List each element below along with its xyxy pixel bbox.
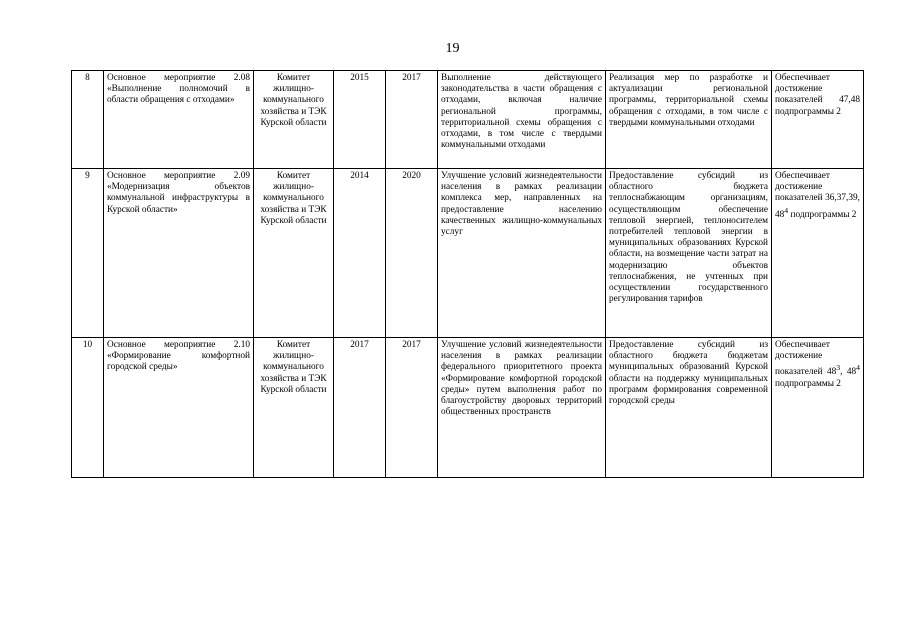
implementation-measures: Реализация мер по разработке и актуализации региональной программы, территориальной схемы обращения с отходами, в том числе с твердыми коммунальными отходами	[606, 71, 772, 169]
measure-title: Основное мероприятие 2.08 «Выполнение полномочий в области обращения с отходами»	[104, 71, 254, 169]
measure-title: Основное мероприятие 2.09 «Модернизация объектов коммунальной инфраструктуры в Курской области»	[104, 169, 254, 338]
indicators	[772, 338, 864, 478]
executor: Комитет жилищно-коммунального хозяйства и ТЭК Курской области	[254, 169, 334, 338]
end-year: 2017	[386, 71, 438, 169]
implementation-measures: Предоставление субсидий из областного бюджета бюджетам муниципальных образований Курской области на поддержку муниципальных программ формирования современной городской среды	[606, 338, 772, 478]
row-number: 10	[72, 338, 104, 478]
executor: Комитет жилищно-коммунального хозяйства и ТЭК Курской области	[254, 71, 334, 169]
measure-title: Основное мероприятие 2.10 «Формирование комфортной городской среды»	[104, 338, 254, 478]
indicators-separator: , 48	[840, 367, 857, 378]
indicators-tail: подпрограммы 2	[788, 209, 857, 220]
measures-table	[71, 70, 864, 478]
executor: Комитет жилищно-коммунального хозяйства и ТЭК Курской области	[254, 338, 334, 478]
indicator-superscript: 4	[784, 205, 789, 215]
indicator-superscript: 4	[856, 363, 860, 373]
indicators-text: Обеспечивает достижение показателей 36,37,39, 48	[775, 171, 860, 220]
expected-result: Улучшение условий жизнедеятельности населения в рамках реализации комплекса мер, направленных на предоставление населению качественных жилищно-коммунальных услуг	[438, 169, 606, 338]
end-year: 2020	[386, 169, 438, 338]
indicators	[772, 169, 864, 338]
table-row	[72, 338, 864, 478]
expected-result: Выполнение действующего законодательства в части обращения с отходами, включая наличие региональной программы, территориальной схемы обращения с отходами, в том числе с твердыми коммунальными отходами	[438, 71, 606, 169]
table-row	[72, 169, 864, 338]
indicators-text: Обеспечивает достижение показателей 48	[775, 340, 837, 378]
indicator-superscript: 3	[836, 363, 841, 373]
table-row	[72, 71, 864, 169]
indicators: Обеспечивает достижение показателей 47,48 подпрограммы 2	[772, 71, 864, 169]
start-year: 2017	[334, 338, 386, 478]
expected-result: Улучшение условий жизнедеятельности населения в рамках реализации федерального приоритетного проекта «Формирование комфортной городской среды» путем выполнения работ по благоустройству дворовых территорий общественных пространств	[438, 338, 606, 478]
indicators-tail: подпрограммы 2	[775, 378, 841, 389]
start-year: 2015	[334, 71, 386, 169]
start-year: 2014	[334, 169, 386, 338]
end-year: 2017	[386, 338, 438, 478]
implementation-measures: Предоставление субсидий из областного бюджета теплоснабжающим организациям, осуществляющим обеспечение тепловой энергией, теплоносителем потребителей тепловой энергии в муниципальных образованиях Курской области, на возмещение части затрат на модернизацию объектов теплоснабжения, не учтенных при осуществлении государственного регулирования тарифов	[606, 169, 772, 338]
row-number: 9	[72, 169, 104, 338]
row-number: 8	[72, 71, 104, 169]
page-number: 19	[445, 41, 460, 56]
